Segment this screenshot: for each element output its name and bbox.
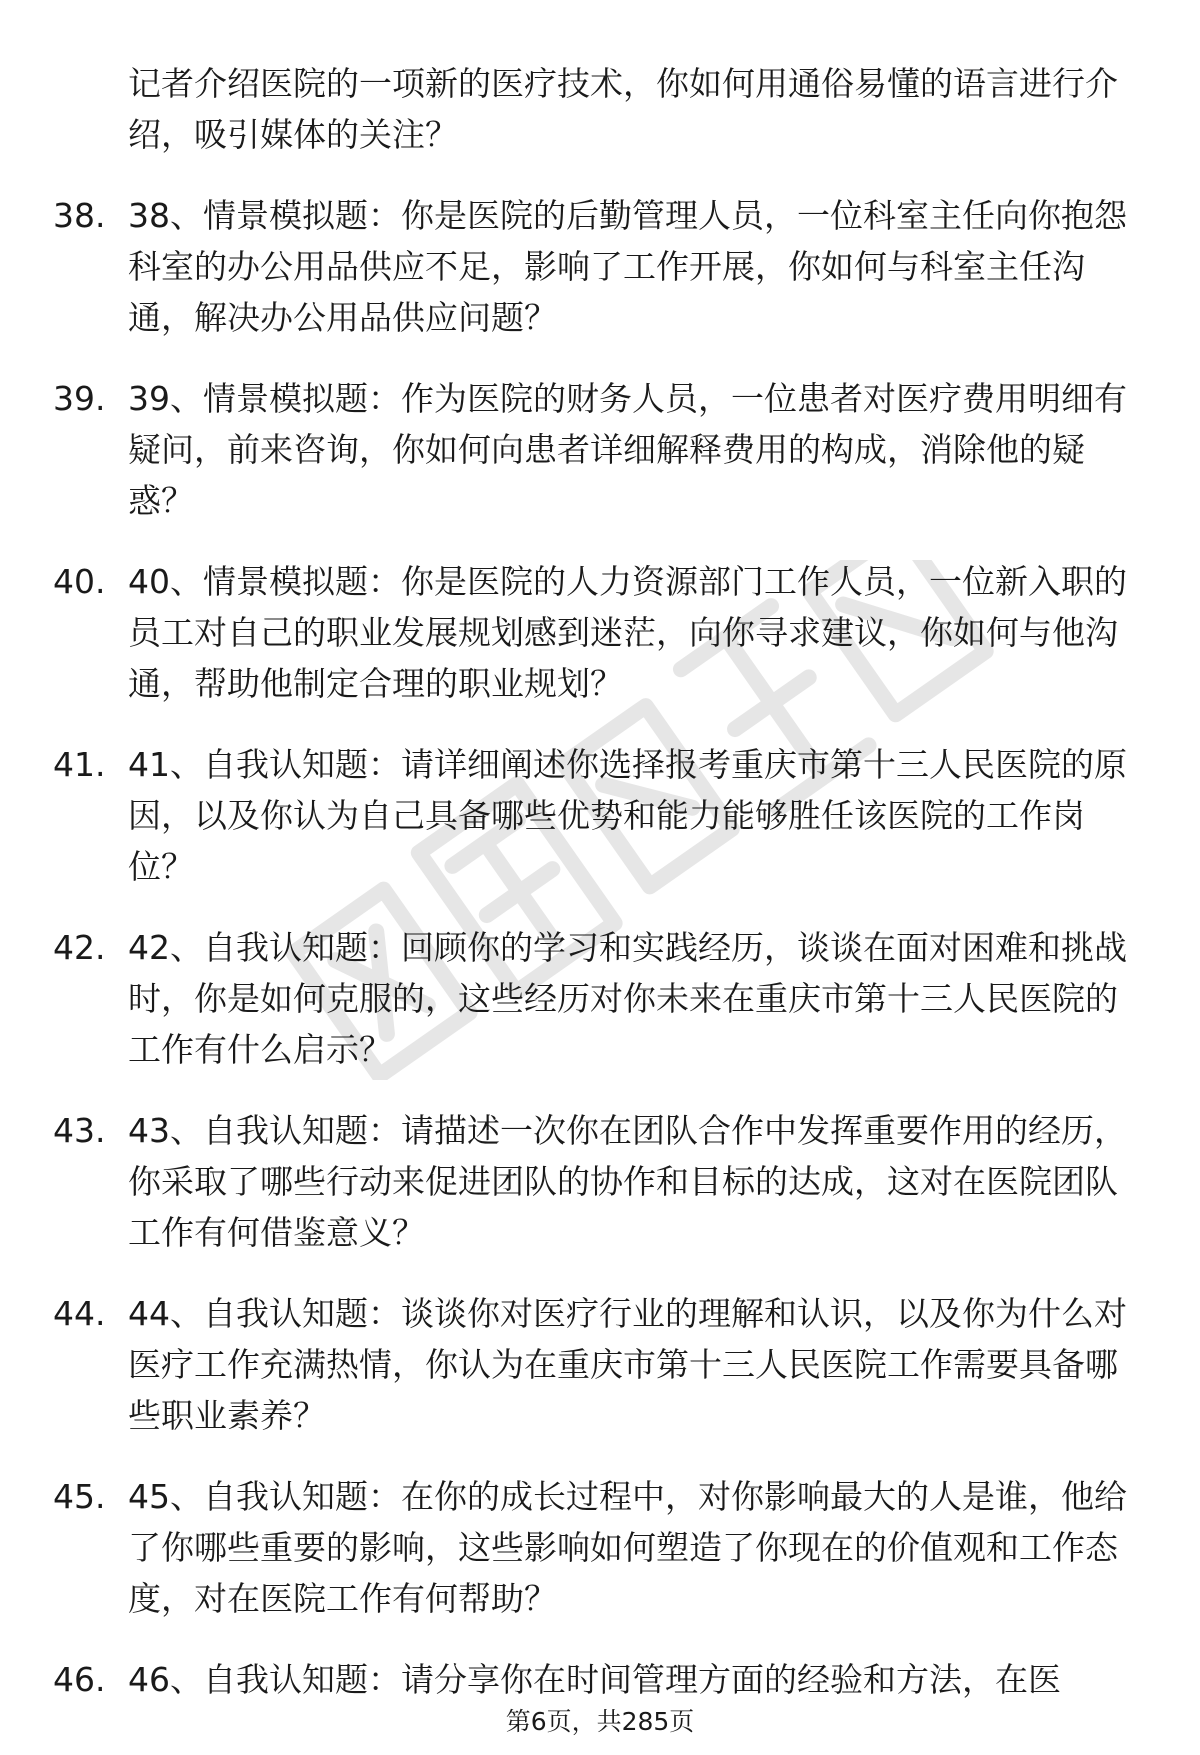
item-text: 43、自我认知题：请描述一次你在团队合作中发挥重要作用的经历，你采取了哪些行动来促进团队的协作和目标的达成，这对在医院团队工作有何借鉴意义？ (128, 1111, 1127, 1252)
list-item (53, 556, 1148, 709)
item-text: 44、自我认知题：谈谈你对医疗行业的理解和认识，以及你为什么对医疗工作充满热情，你认为在重庆市第十三人民医院工作需要具备哪些职业素养？ (128, 1294, 1127, 1435)
item-number: 44. (53, 1294, 106, 1333)
list-item (53, 373, 1148, 526)
list-item (53, 739, 1148, 892)
list-item (53, 1288, 1148, 1441)
item-text: 42、自我认知题：回顾你的学习和实践经历，谈谈在面对困难和挑战时，你是如何克服的，这些经历对你未来在重庆市第十三人民医院的工作有什么启示？ (128, 928, 1127, 1069)
item-text: 39、情景模拟题：作为医院的财务人员，一位患者对医疗费用明细有疑问，前来咨询，你如何向患者详细解释费用的构成，消除他的疑惑？ (128, 379, 1127, 520)
item-number: 42. (53, 928, 106, 967)
item-text: 41、自我认知题：请详细阐述你选择报考重庆市第十三人民医院的原因，以及你认为自己具备哪些优势和能力能够胜任该医院的工作岗位？ (128, 745, 1127, 886)
item-text: 46、自我认知题：请分享你在时间管理方面的经验和方法，在医 (128, 1660, 1061, 1699)
item-number: 40. (53, 562, 106, 601)
item-number: 46. (53, 1660, 106, 1699)
list-item (53, 922, 1148, 1075)
item-number: 38. (53, 196, 106, 235)
item-number: 43. (53, 1111, 106, 1150)
item-number: 39. (53, 379, 106, 418)
item-text: 45、自我认知题：在你的成长过程中，对你影响最大的人是谁，他给了你哪些重要的影响，这些影响如何塑造了你现在的价值观和工作态度，对在医院工作有何帮助？ (128, 1477, 1127, 1618)
continuation-text: 记者介绍医院的一项新的医疗技术，你如何用通俗易懂的语言进行介绍，吸引媒体的关注？ (128, 64, 1118, 154)
item-number: 41. (53, 745, 106, 784)
list-item (53, 1105, 1148, 1258)
page-footer: 第6页，共285页 (505, 1707, 695, 1736)
item-number: 45. (53, 1477, 106, 1516)
item-text: 40、情景模拟题：你是医院的人力资源部门工作人员，一位新入职的员工对自己的职业发展规划感到迷茫，向你寻求建议，你如何与他沟通，帮助他制定合理的职业规划？ (128, 562, 1127, 703)
item-text: 38、情景模拟题：你是医院的后勤管理人员，一位科室主任向你抱怨科室的办公用品供应不足，影响了工作开展，你如何与科室主任沟通，解决办公用品供应问题？ (128, 196, 1127, 337)
list-item (53, 1654, 1148, 1705)
list-item (53, 1471, 1148, 1624)
question-list (0, 58, 1200, 1735)
list-item (53, 190, 1148, 343)
